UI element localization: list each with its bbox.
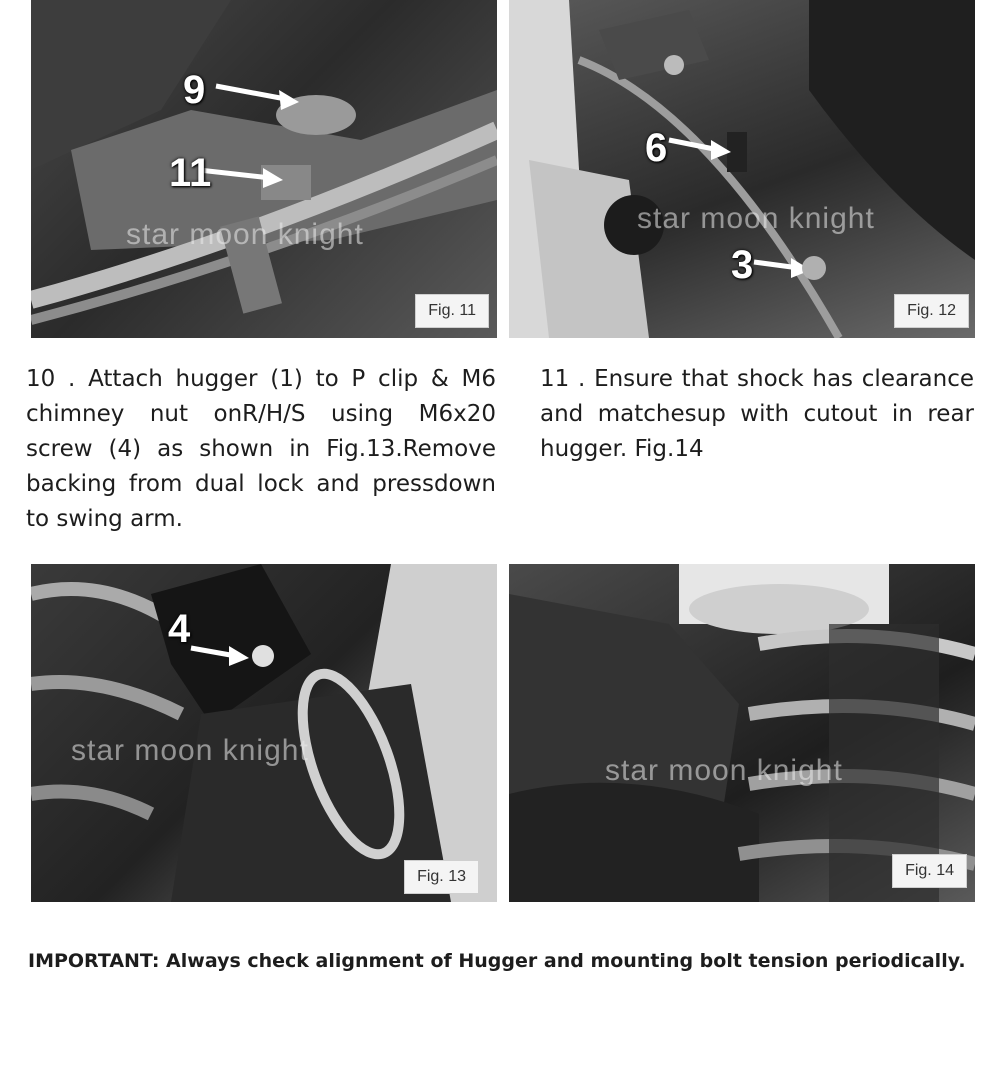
figure-13-label: Fig. 13 xyxy=(404,860,479,894)
callout-6: 6 xyxy=(645,126,668,170)
figure-11-illustration xyxy=(31,0,497,338)
figure-12-label: Fig. 12 xyxy=(894,294,969,328)
step-10-text: 10 . Attach hugger (1) to P clip & M6 chimney nut onR/H/S using M6x20 screw (4) as shown in Fig.13.Remove backing from dual lock and pressdown to swing arm. xyxy=(26,366,496,532)
figure-13-photo xyxy=(31,564,497,902)
watermark: star moon knight xyxy=(637,202,875,235)
callout-9: 9 xyxy=(183,68,206,112)
callout-3: 3 xyxy=(731,243,754,287)
watermark: star moon knight xyxy=(605,754,843,787)
figure-14-illustration xyxy=(509,564,975,902)
callout-11: 11 xyxy=(169,151,212,195)
figure-13-illustration xyxy=(31,564,497,902)
watermark: star moon knight xyxy=(71,734,309,767)
important-note: IMPORTANT: Always check alignment of Hugger and mounting bolt tension periodically. xyxy=(28,950,966,972)
figure-14-label: Fig. 14 xyxy=(892,854,967,888)
callout-4: 4 xyxy=(168,607,191,651)
figure-11-photo xyxy=(31,0,497,338)
figure-11-label: Fig. 11 xyxy=(415,294,489,328)
figure-12-photo xyxy=(509,0,975,338)
watermark: star moon knight xyxy=(126,218,364,251)
figure-14-photo xyxy=(509,564,975,902)
figure-12-illustration xyxy=(509,0,975,338)
step-11-text: 11 . Ensure that shock has clearance and matchesup with cutout in rear hugger. Fig.14 xyxy=(540,366,974,462)
